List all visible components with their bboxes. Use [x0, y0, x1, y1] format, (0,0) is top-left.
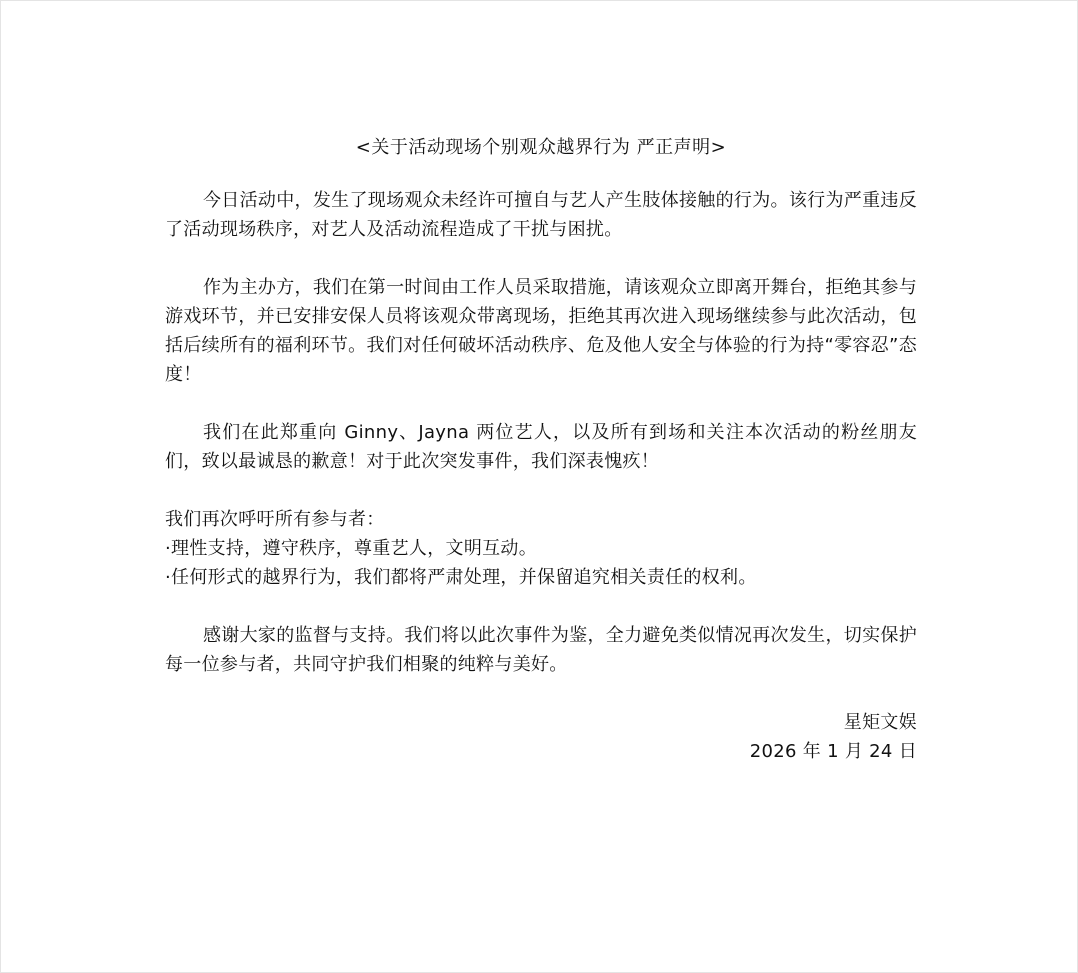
call-heading: 我们再次呼吁所有参与者：: [165, 509, 385, 530]
call-item: ·理性支持，遵守秩序，尊重艺人，文明互动。: [165, 538, 538, 559]
paragraph-apology: 我们在此郑重向 Ginny、Jayna 两位艺人，以及所有到场和关注本次活动的粉丝朋友们，致以最诚恳的歉意！对于此次突发事件，我们深表愧疚！: [165, 422, 917, 472]
paragraph-measures: 作为主办方，我们在第一时间由工作人员采取措施，请该观众立即离开舞台，拒绝其参与游戏环节，并已安排安保人员将该观众带离现场，拒绝其再次进入现场继续参与此次活动，包括后续所有的福利环节。我们对任何破坏活动秩序、危及他人安全与体验的行为持“零容忍”态度！: [165, 277, 917, 385]
signature-organization: 星矩文娱: [843, 712, 917, 733]
paragraph-incident: 今日活动中，发生了现场观众未经许可擅自与艺人产生肢体接触的行为。该行为严重违反了活动现场秩序，对艺人及活动流程造成了干扰与困扰。: [165, 190, 917, 240]
signature-date: 2026 年 1 月 24 日: [749, 741, 917, 762]
call-list: [165, 534, 917, 592]
document-title: <关于活动现场个别观众越界行为 严正声明>: [355, 137, 727, 158]
signature-block: [165, 708, 917, 766]
paragraph-closing: 感谢大家的监督与支持。我们将以此次事件为鉴，全力避免类似情况再次发生，切实保护每一位参与者，共同守护我们相聚的纯粹与美好。: [165, 625, 917, 675]
call-item: ·任何形式的越界行为，我们都将严肃处理，并保留追究相关责任的权利。: [165, 567, 757, 588]
document-content: [165, 133, 917, 766]
